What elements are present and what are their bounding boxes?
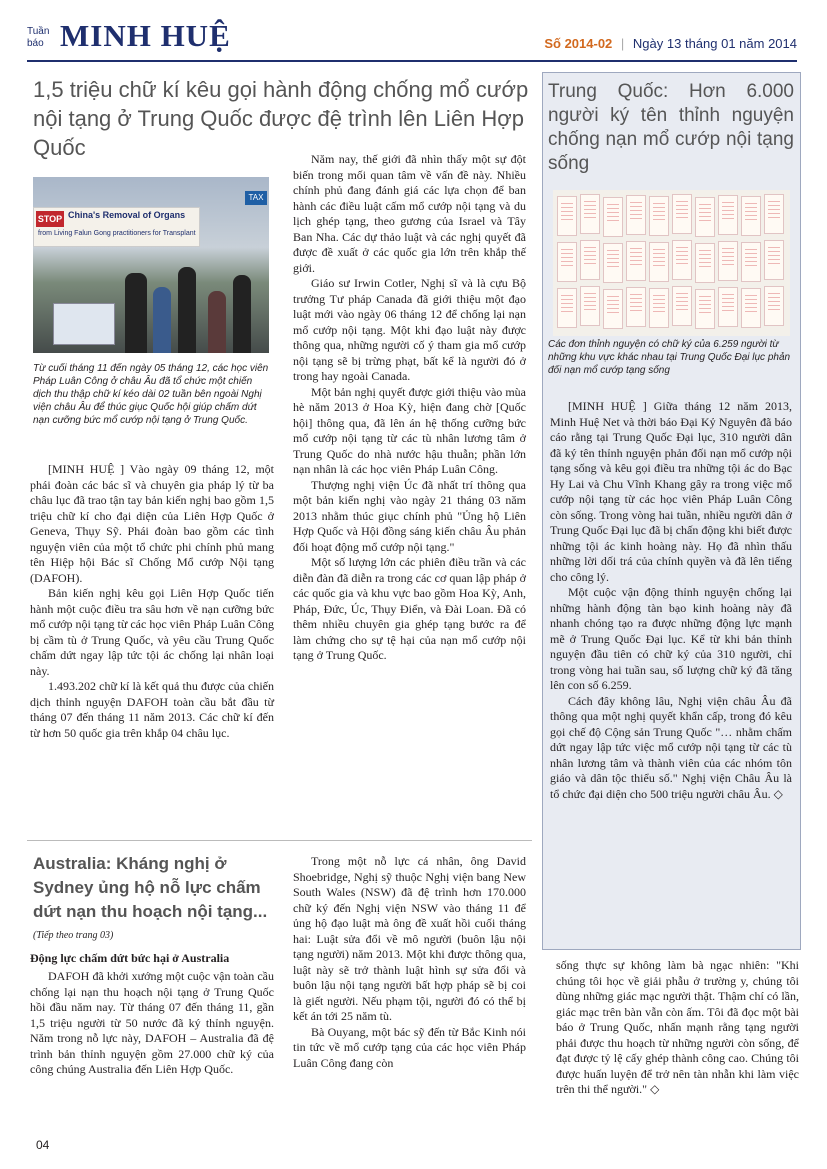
tax-sign: TAX xyxy=(245,191,267,205)
stop-sign: STOP xyxy=(36,211,64,227)
issue-info xyxy=(544,36,797,51)
sidebar-photo-caption: Các đơn thỉnh nguyện có chữ ký của 6.259 người từ những khu vực khác nhau tại Trung Quốc Đại lục phản đối nạn mổ cướp tạng sống xyxy=(548,339,791,376)
person-figure xyxy=(178,267,196,353)
masthead-title: MINH HUỆ xyxy=(60,18,231,53)
person-figure xyxy=(153,287,171,353)
main-article-col1 xyxy=(30,462,274,741)
paragraph: [MINH HUỆ ] Vào ngày 09 tháng 12, một phái đoàn các bác sĩ và chuyên gia pháp lý từ ba châu lục đã trao tận tay bản kiến nghị bao gồm 1,5 triệu chữ kí cho đại diện của Liên Hợp Quốc ở Geneva, Thụy Sỹ. Phái đoàn bao gồm các tình nguyện viên của một tổ chức phi chính phủ mang tên Hiệp hội Bác sĩ Chống Mổ cướp Nội tạng (DAFOH). xyxy=(30,462,274,585)
paragraph: [MINH HUỆ ] Giữa tháng 12 năm 2013, Minh Huệ Net và thời báo Đại Kỷ Nguyên đã báo cáo rằng tại Trung Quốc Đại lục, 310 người dân đã ký tên thỉnh nguyện phản đối nạn mổ cướp nội tạng sống và kêu gọi điều tra những tội ác do Bạc Hy Lai và Chu Vĩnh Khang gây ra trong việc mổ cướp nội tạng từ các học viên Pháp Luân Công còn sống. Trong vòng hai tuần, nhiều người dân ở Trung Quốc Đại lục đã bị chấn động khi biết được những tội ác kinh hoàng này. Họ đã nhìn thấu những lời dối trá của chính quyền và đã lên tiếng cho công lý. xyxy=(550,399,792,584)
banner-title: China's Removal of Organs xyxy=(68,210,186,220)
paragraph: Cách đây không lâu, Nghị viện châu Âu đã thông qua một nghị quyết khẩn cấp, trong đó kêu gọi chế độ Cộng sản Trung Quốc "… nhằm chấm dứt ngay lập tức việc mổ cướp nội tạng từ các tù nhân lương tâm và thành viên của các nhóm tôn giáo và dân tộc thiểu số." Nghị viện Châu Âu là tổ chức đại diện cho 500 triệu người châu Âu. ◇ xyxy=(550,693,792,801)
paragraph: Năm nay, thế giới đã nhìn thấy một sự đột biến trong mối quan tâm về vấn đề này. Nhiều chính phủ đang đánh giá các lựa chọn để ban hành các điều luật cấm mổ cướp nội tạng và du lịch ghép tạng, theo gương của Israel và Tây Ban Nha. Các dự thảo luật và các nghị quyết đã được đề xuất ở các quốc gia lớn trên khắp thế giới. xyxy=(293,152,526,275)
paragraph: Một bản nghị quyết được giới thiệu vào mùa hè năm 2013 ở Hoa Kỳ, hiện đang chờ [Quốc hội] thông qua, đã lên án hệ thống cưỡng bức mổ cướp nội tạng từ các tù nhân lương tâm ở Trung Quốc do nhà nước hậu thuẫn; phần lớn nạn nhân là các học viên Pháp Luân Công. xyxy=(293,384,526,476)
protest-banner xyxy=(33,207,200,247)
paragraph: sống thực sự không làm bà ngạc nhiên: "Khi chúng tôi học về giải phẫu ở trường y, chúng tôi dùng những giác mạc người thật. Thậm chí có lần, giác mạc trên bàn vẫn còn ấm. Tôi đã đọc một bài báo ở Trung Quốc, nhấn mạnh rằng tạng người phải được thu hoạch từ những người còn sống, để đạt được tỷ lệ cấy ghép thành công cao. Chúng tôi được huấn luyện để trở nên tàn nhẫn khi làm việc trên thi thể người." ◇ xyxy=(556,958,799,1096)
paragraph: Một cuộc vận động thỉnh nguyện chống lại những hành động tàn bạo kinh hoàng này đã nhanh chóng tạo ra được những động lực mạnh mẽ ở Trung Quốc Đại lục. Kể từ khi bản thỉnh nguyện đầu tiên có chữ ký của 310 người, chỉ trong vòng hai tuần sau, số lượng chữ ký đã tăng lên con số 6.259. xyxy=(550,585,792,692)
tuan-bao-label: Tuần báo xyxy=(27,26,50,49)
paragraph: Một số lượng lớn các phiên điều trần và các diễn đàn đã diễn ra trong các cơ quan lập pháp ở các quốc gia và khu vực bao gồm Hoa Kỳ, Anh, Pháp, Đức, Úc, Thụy Điển, và Đài Loan. Đã có thêm nhiều chuyên gia ghép tạng bước ra để làm chứng cho sự tệ hại của nạn mổ cướp nội tạng ở Trung Quốc. xyxy=(293,555,526,662)
person-figure xyxy=(208,291,226,353)
section-divider xyxy=(27,840,532,841)
sidebar-headline: Trung Quốc: Hơn 6.000 người ký tên thỉnh nguyện chống nạn mổ cướp nội tạng sống xyxy=(548,81,794,174)
photo-caption: Từ cuối tháng 11 đến ngày 05 tháng 12, các học viên Pháp Luân Công ở châu Âu đã tổ chức một chiến dịch thu thập chữ kí kéo dài 02 tuần bên ngoài Nghị viện châu Âu để thúc giục Quốc hội giúp chấm dứt nạn cưỡng bức mổ cướp nội tạng ở Trung Quốc. xyxy=(33,363,269,426)
header-rule xyxy=(27,60,797,62)
person-figure xyxy=(125,273,147,353)
australia-col2 xyxy=(293,854,526,1071)
issue-date: Ngày 13 tháng 01 năm 2014 xyxy=(632,36,797,51)
continued-note: (Tiếp theo trang 03) xyxy=(33,930,114,941)
australia-subheading: Động lực chấm dứt bức hại ở Australia xyxy=(30,951,230,965)
paragraph: Bản kiến nghị kêu gọi Liên Hợp Quốc tiến hành một cuộc điều tra sâu hơn về nạn cưỡng bức mổ cướp nội tạng từ các học viên Pháp Luân Công bị cầm tù ở Trung Quốc, và yêu cầu Trung Quốc chấm dứt ngay lập tức tội ác chống lại nhân loại này. xyxy=(30,586,274,678)
protest-photo xyxy=(33,177,269,353)
paragraph: Bà Ouyang, một bác sỹ đến từ Bắc Kinh nói tin tức về mổ cướp tạng của các học viên Pháp Luân Công đang còn xyxy=(293,1024,526,1070)
paragraph: DAFOH đã khởi xướng một cuộc vận toàn cầu chống lại nạn thu hoạch nội tạng ở Trung Quốc hồi đầu năm nay. Từ tháng 07 đến tháng 11, gần 1,5 triệu người từ 50 nước đã ký thỉnh nguyện. Năm trong nỗ lực này, DAFOH – Australia đã đệ trình bản thỉnh nguyện gồm 27.000 chữ ký của công chúng Australia đến Liên Hợp Quốc. xyxy=(30,969,274,1076)
australia-headline: Australia: Kháng nghị ở Sydney ủng hộ nỗ lực chấm dứt nạn thu hoạch nội tạng... xyxy=(33,854,268,921)
australia-col1 xyxy=(30,969,274,1078)
paragraph: Giáo sư Irwin Cotler, Nghị sĩ và là cựu Bộ trưởng Tư pháp Canada đã giới thiệu một đạo luật mới vào ngày 06 tháng 12 để chống lại nạn mổ cướp nội tạng. Một khi đạo luật này được thông qua, những người cố ý tham gia mổ cướp nội tạng sẽ bị trừng phạt, bất kể là người đó ở trong hay ngoài Canada. xyxy=(293,276,526,383)
main-headline: 1,5 triệu chữ kí kêu gọi hành động chống mổ cướp nội tạng ở Trung Quốc được đệ trình lên Liên Hợp Quốc xyxy=(33,77,529,160)
petition-documents-photo xyxy=(553,190,790,336)
person-figure xyxy=(233,275,251,353)
main-article-col2 xyxy=(293,152,526,664)
paragraph: Trong một nỗ lực cá nhân, ông David Shoebridge, Nghị sỹ thuộc Nghị viện bang New South Wales (NSW) đã đệ trình hơn 170.000 chữ ký đến Nghị viện NSW vào tháng 11 để ủng hộ đạo luật mà ông đề xuất hồi cuối tháng hai: Luật sửa đổi về mô người (buôn lậu nội tạng người) năm 2013. Một khi được thông qua, luật này sẽ trở thành luật hình sự sửa đổi và buôn lậu nội tạng người bất hợp pháp sẽ bị coi là giết người. Nếu phạm tội, người đó có thể bị kết án tới 25 năm tù. xyxy=(293,854,526,1023)
australia-col3 xyxy=(556,958,799,1098)
paragraph: 1.493.202 chữ kí là kết quả thu được của chiến dịch thỉnh nguyện DAFOH toàn cầu bắt đầu từ tháng 07 đến tháng 11 năm 2013. Các chữ kí đến từ hơn 50 quốc gia trên khắp 04 châu lục. xyxy=(30,679,274,740)
page-number: 04 xyxy=(36,1138,50,1152)
display-board xyxy=(53,303,115,345)
banner-subtitle: from Living Falun Gong practitioners for Transplant xyxy=(38,230,196,237)
issue-number: Số 2014-02 xyxy=(544,36,613,51)
issue-separator: | xyxy=(620,36,625,51)
sidebar-body xyxy=(550,399,792,802)
paragraph: Thượng nghị viện Úc đã nhất trí thông qua một bản kiến nghị vào ngày 21 tháng 03 năm 2013 nhằm thúc giục chính phủ "Ủng hộ Liên Hợp Quốc và Hội đồng sáng kiến châu Âu phản đối hoạt động mổ cướp nội tạng." xyxy=(293,477,526,554)
